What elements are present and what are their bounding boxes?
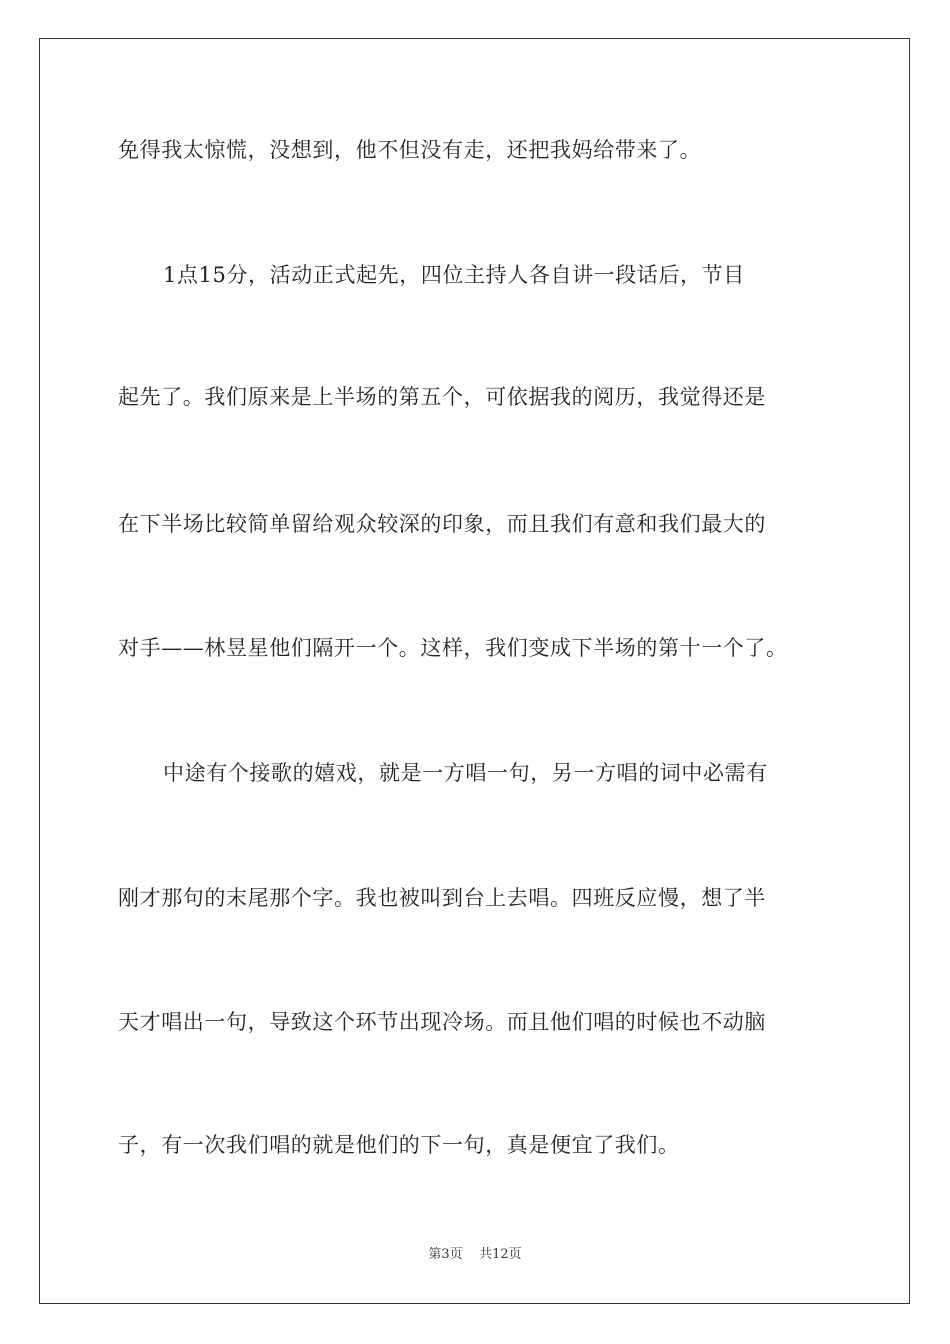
text-line: 刚才那句的末尾那个字。我也被叫到台上去唱。四班反应慢，想了半 bbox=[118, 886, 766, 910]
text-line: 在下半场比较简单留给观众较深的印象，而且我们有意和我们最大的 bbox=[118, 512, 766, 536]
page-border bbox=[39, 38, 910, 1304]
text-line: 中途有个接歌的嬉戏，就是一方唱一句，另一方唱的词中必需有 bbox=[163, 761, 768, 785]
text-line: 子，有一次我们唱的就是他们的下一句，真是便宜了我们。 bbox=[118, 1133, 680, 1157]
text-line: 对手——林昱星他们隔开一个。这样，我们变成下半场的第十一个了。 bbox=[118, 636, 788, 660]
text-line: 1点15分，活动正式起先，四位主持人各自讲一段话后，节目 bbox=[163, 263, 745, 287]
text-line: 天才唱出一句，导致这个环节出现冷场。而且他们唱的时候也不动脑 bbox=[118, 1010, 766, 1034]
text-line: 起先了。我们原来是上半场的第五个，可依据我的阅历，我觉得还是 bbox=[118, 385, 766, 409]
text-line: 免得我太惊慌，没想到，他不但没有走，还把我妈给带来了。 bbox=[118, 138, 702, 162]
page-total: 共12页 bbox=[479, 1247, 522, 1262]
page-footer bbox=[0, 1247, 950, 1263]
page-number: 第3页 bbox=[428, 1247, 463, 1262]
